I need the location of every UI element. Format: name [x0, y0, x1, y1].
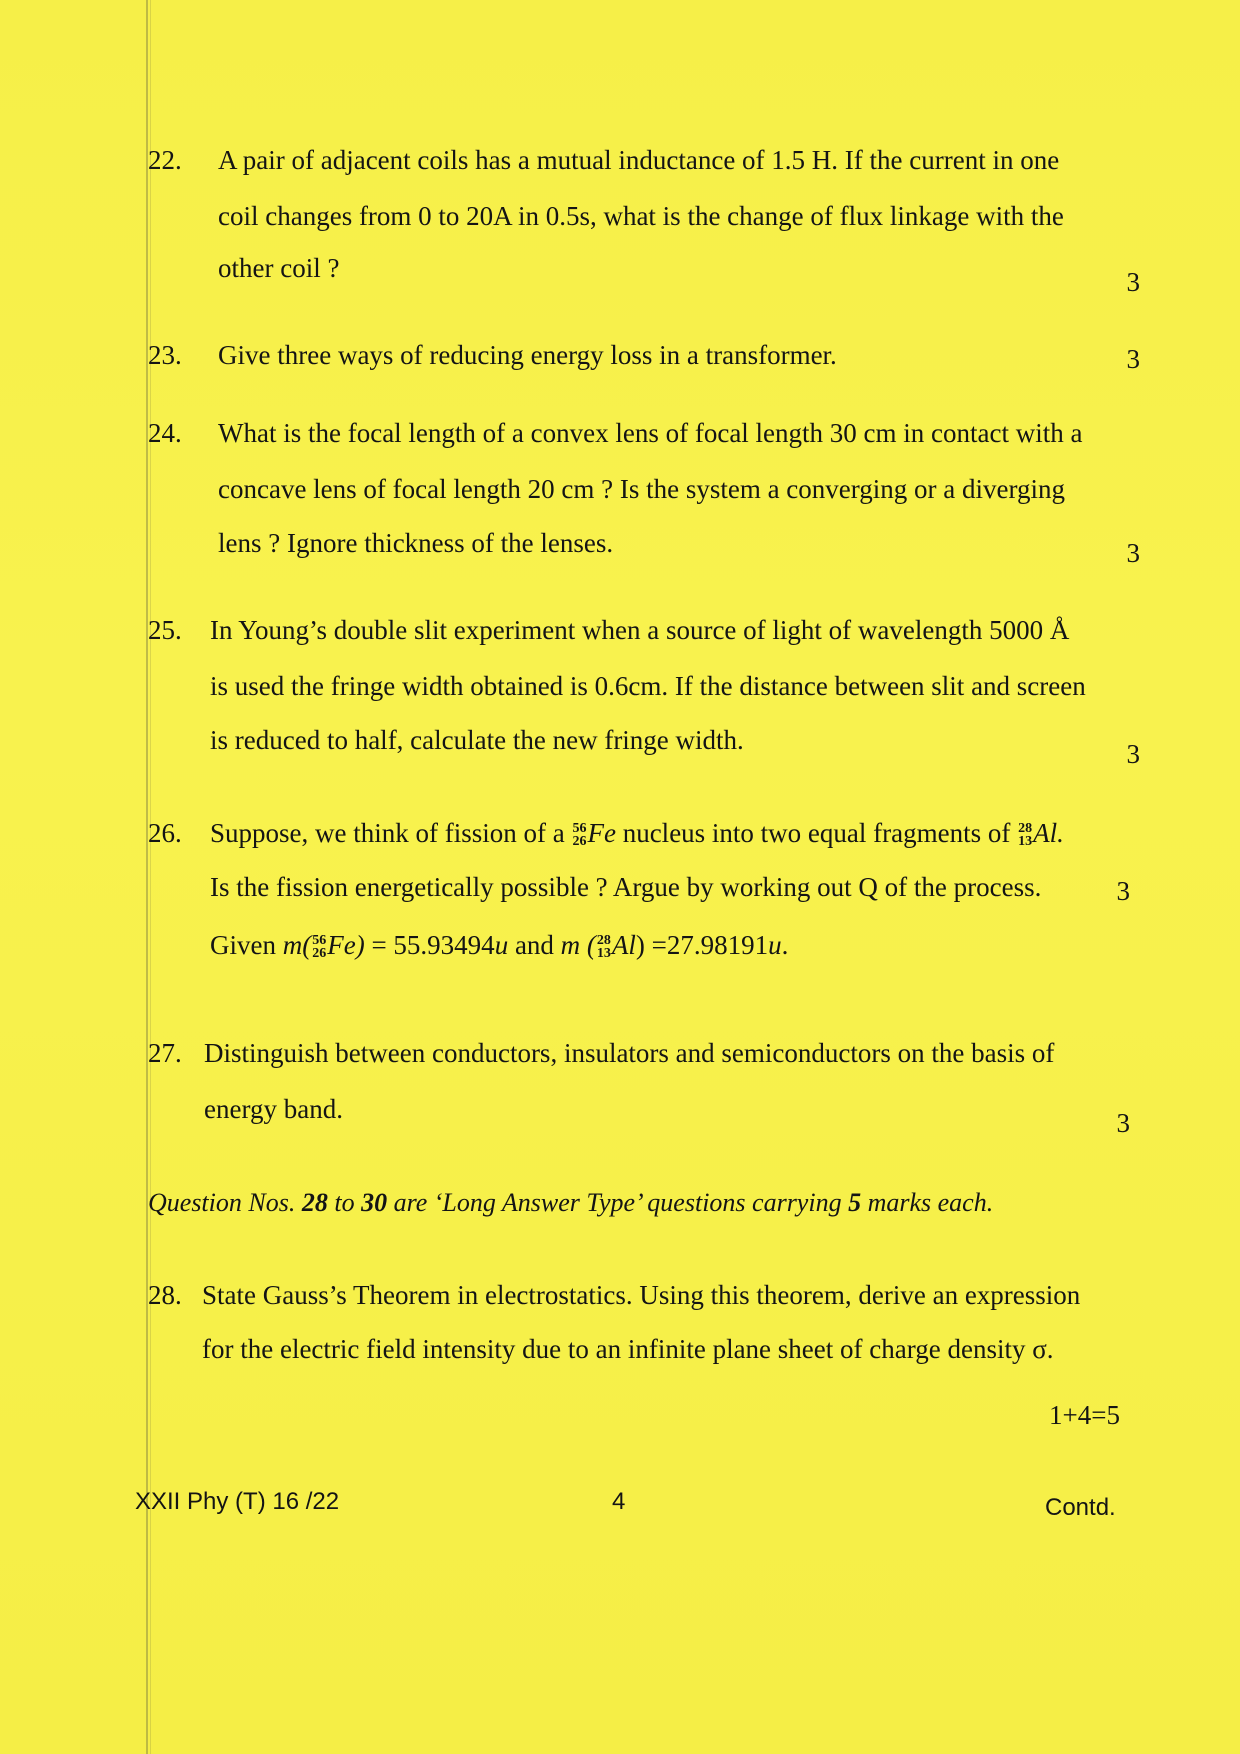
math-symbol: m( [282, 930, 312, 960]
page-number: 4 [612, 1488, 626, 1515]
question-text-line: Give three ways of reducing energy loss in a transformer. [218, 340, 837, 370]
atomic-number: 13 [596, 945, 611, 961]
question-marks: 3 [1126, 267, 1140, 297]
question-marks: 3 [1116, 876, 1130, 906]
question-marks: 3 [1116, 1108, 1130, 1138]
note-segment: to [334, 1188, 355, 1217]
page-footer [0, 1488, 1240, 1528]
question-text-line: lens ? Ignore thickness of the lenses. [218, 528, 614, 558]
question-text-line: Is the fission energetically possible ? Argue by working out Q of the process. [210, 872, 1042, 902]
question-text-line: coil changes from 0 to 20A in 0.5s, what is the change of flux linkage with the [218, 201, 1064, 231]
element-symbol: Al. [1033, 818, 1064, 848]
question-text-line: is reduced to half, calculate the new fringe width. [210, 725, 744, 755]
note-number: 30 [361, 1188, 388, 1217]
question-marks: 3 [1126, 538, 1140, 568]
section-instruction [148, 1188, 1128, 1218]
text-segment: Given [210, 930, 276, 960]
question-text-line: Distinguish between conductors, insulators and semiconductors on the basis of [204, 1038, 1055, 1068]
question-25 [148, 615, 1140, 775]
question-number: 22. [148, 145, 182, 175]
text-segment: Suppose, we think of fission of a [210, 818, 565, 848]
element-symbol: Al [611, 930, 636, 960]
atomic-number: 26 [572, 833, 587, 849]
iron-nuclide-indices [572, 823, 586, 848]
atomic-number: 13 [1018, 833, 1033, 849]
mass-number: 28 [596, 933, 611, 949]
question-marks: 1+4=5 [1049, 1400, 1120, 1430]
math-symbol: m ( [560, 930, 596, 960]
question-marks: 3 [1126, 739, 1140, 769]
question-28-body [148, 1280, 1140, 1460]
question-text-line: for the electric field intensity due to an infinite plane sheet of charge density σ. [202, 1334, 1054, 1364]
question-number: 25. [148, 615, 182, 645]
text-segment: ) =27.98191 [635, 930, 769, 960]
continued-label: Contd. [1045, 1494, 1116, 1521]
question-text-line [210, 818, 1064, 849]
question-number: 28. [148, 1280, 182, 1310]
question-22 [148, 145, 1140, 305]
note-segment: marks each. [867, 1188, 994, 1217]
question-text-line: State Gauss’s Theorem in electrostatics. Using this theorem, derive an expression [202, 1280, 1081, 1310]
aluminium-nuclide-indices [1018, 823, 1032, 848]
note-number: 28 [301, 1188, 328, 1217]
mass-number: 56 [312, 933, 327, 949]
aluminium-nuclide-indices [597, 935, 611, 960]
question-given-line [210, 930, 788, 961]
question-26 [148, 818, 1140, 988]
question-number: 23. [148, 340, 182, 370]
question-23 [148, 340, 1140, 380]
element-symbol: Fe [587, 818, 616, 848]
question-text-line: is used the fringe width obtained is 0.6cm. If the distance between slit and screen [210, 671, 1086, 701]
question-number: 26. [148, 818, 182, 848]
note-segment: are ‘Long Answer Type’ questions carrying [393, 1188, 842, 1217]
unit-symbol: u [768, 930, 782, 960]
element-symbol: Fe) [327, 930, 365, 960]
text-segment: = 55.93494 [371, 930, 495, 960]
iron-nuclide-indices [312, 935, 326, 960]
note-segment: Question Nos. [148, 1188, 296, 1217]
question-text-line: A pair of adjacent coils has a mutual inductance of 1.5 H. If the current in one [218, 145, 1060, 175]
question-number: 24. [148, 418, 182, 448]
question-marks: 3 [1126, 344, 1140, 374]
question-text-line: concave lens of focal length 20 cm ? Is the system a converging or a diverging [218, 474, 1065, 504]
question-text-line: What is the focal length of a convex lens of focal length 30 cm in contact with a [218, 418, 1083, 448]
question-number: 27. [148, 1038, 182, 1068]
question-text-line: In Young’s double slit experiment when a source of light of wavelength 5000 Å [210, 615, 1070, 645]
text-segment: and [514, 930, 554, 960]
question-text-line: other coil ? [218, 253, 340, 283]
text-segment: . [781, 930, 789, 960]
question-24 [148, 418, 1140, 578]
note-number: 5 [848, 1188, 862, 1217]
text-segment: nucleus into two equal fragments of [622, 818, 1011, 848]
atomic-number: 26 [312, 945, 327, 961]
mass-number: 56 [572, 821, 587, 837]
paper-code: XXII Phy (T) 16 /22 [135, 1488, 340, 1515]
question-27 [148, 1038, 1140, 1148]
unit-symbol: u [494, 930, 509, 960]
question-text-line: energy band. [204, 1094, 343, 1124]
mass-number: 28 [1018, 821, 1033, 837]
